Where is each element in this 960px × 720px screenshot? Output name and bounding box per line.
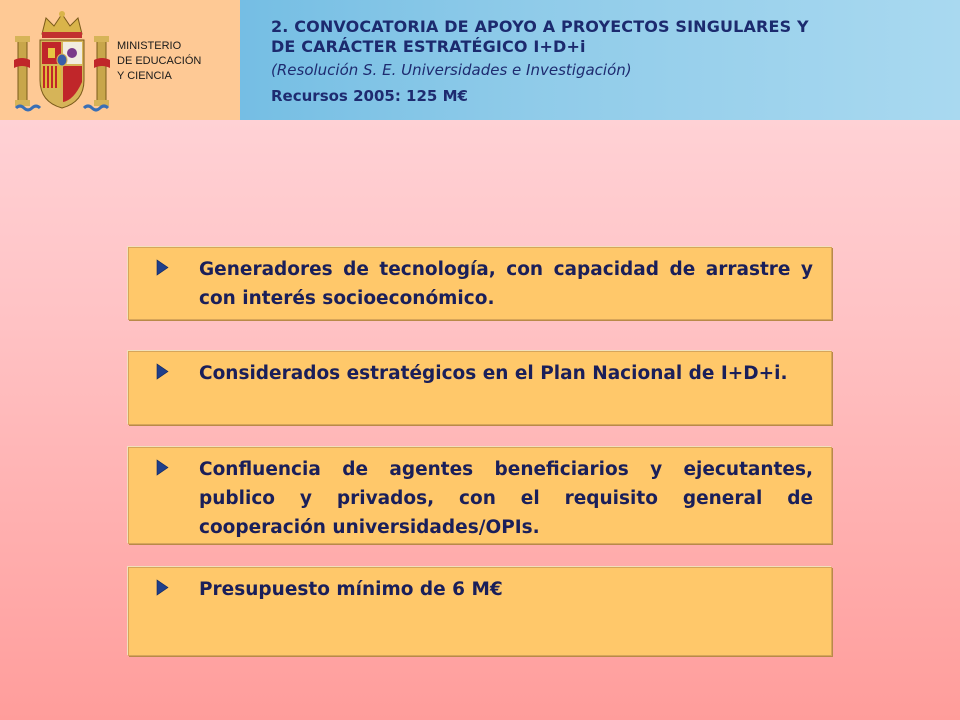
title-block	[271, 17, 951, 106]
triangle-bullet-icon	[156, 459, 169, 476]
resources-label: Recursos 2005: 125 M€	[271, 87, 468, 105]
item-box-3	[128, 447, 832, 544]
coat-of-arms-icon	[12, 10, 112, 114]
item-box-2	[128, 351, 832, 425]
item-text-3: Confluencia de agentes beneficiarios y ejecutantes, publico y privados, con el requisito general de cooperación universidades/OPIs.	[199, 459, 813, 538]
header-bar	[0, 0, 960, 120]
ministry-line-2: DE EDUCACIÓN	[117, 55, 202, 67]
item-text-2: Considerados estratégicos en el Plan Nacional de I+D+i.	[199, 363, 788, 384]
logo-panel	[0, 0, 240, 120]
triangle-bullet-icon	[156, 363, 169, 380]
page-title	[271, 17, 951, 57]
item-text-4: Presupuesto mínimo de 6 M€	[199, 579, 503, 600]
ministry-line-1: MINISTERIO	[117, 40, 182, 52]
subtitle: (Resolución S. E. Universidades e Investigación)	[271, 61, 632, 79]
item-box-4	[128, 567, 832, 656]
title-line-2: DE CARÁCTER ESTRATÉGICO I+D+i	[271, 37, 586, 56]
title-line-1: 2. CONVOCATORIA DE APOYO A PROYECTOS SINGULARES Y	[271, 17, 809, 36]
triangle-bullet-icon	[156, 259, 169, 276]
item-text-1: Generadores de tecnología, con capacidad de arrastre y con interés socioeconómico.	[199, 259, 813, 309]
ministry-name	[117, 39, 201, 84]
item-box-1	[128, 247, 832, 320]
triangle-bullet-icon	[156, 579, 169, 596]
ministry-line-3: Y CIENCIA	[117, 70, 172, 82]
